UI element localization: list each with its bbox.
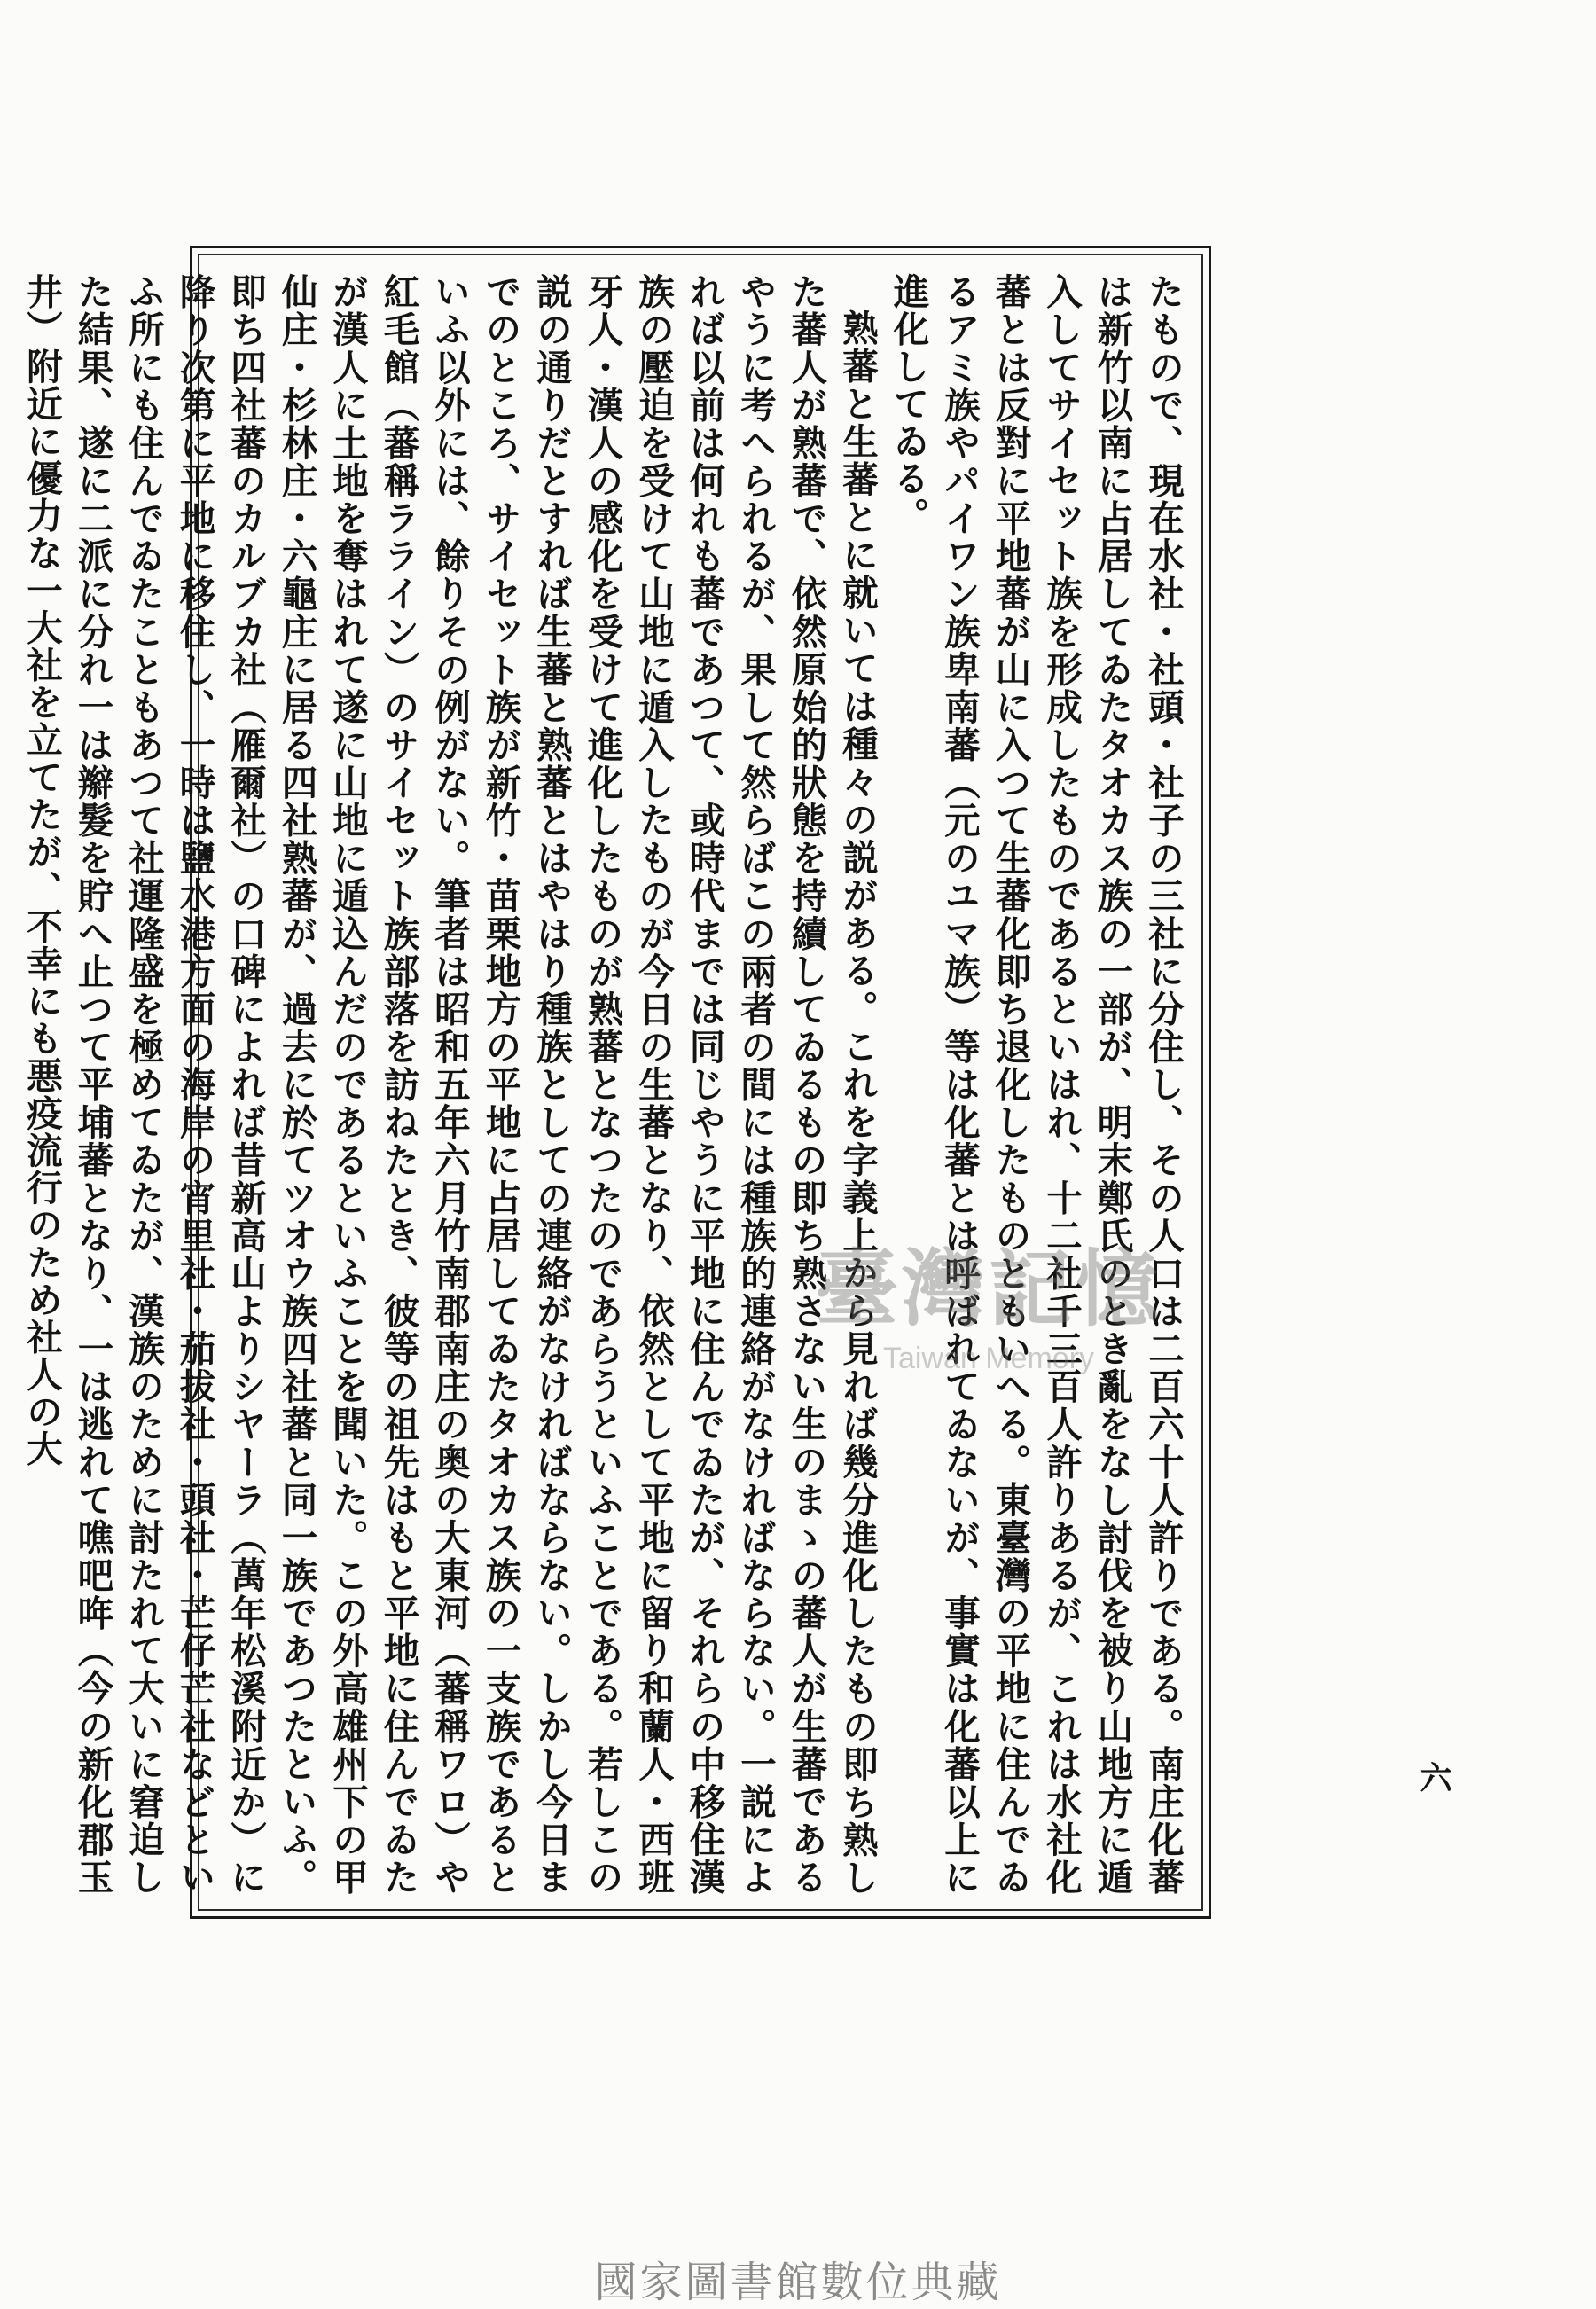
- taiwan-memory-watermark: [802, 1222, 1175, 1390]
- footer-source: 國家圖書館數位典藏: [594, 2258, 1002, 2307]
- paragraph-2: 熟蕃と生蕃とに就いては種々の説がある。これを字義上から見れば幾分進化したもの即ち熟した蕃人が熟蕃で、依然原始的狀態を持續してゐるもの即ち熟さない生のまゝの蕃人が生蕃であるやうに考へられるが、果して然らばこの兩者の間には種族的連絡がなければならない。一説によれば以前は何れも蕃であつて、或時代までは同じやうに平地に住んでゐたが、それらの中移住漢族の壓迫を受けて山地に遁入したものが今日の生蕃となり、依然として平地に留り和蘭人・西班牙人・漢人の感化を受けて進化したものが熟蕃となつたのであらうといふことである。若しこの説の通りだとすれば生蕃と熟蕃とはやはり種族としての連絡がなければならない。しかし今日までのところ、サイセット族が新竹・苗栗地方の平地に占居してゐたタオカス族の一支族であるといふ以外には、餘りその例がない。筆者は昭和五年六月竹南郡南庄の奥の大東河（蕃稱ワロ）や紅毛館（蕃稱ラライン）のサイセット族部落を訪ねたとき、彼等の祖先はもと平地に住んでゐたが漢人に土地を奪はれて遂に山地に遁込んだのであるといふことを聞いた。この外高雄州下の甲仙庄・杉林庄・六龜庄に居る四社熟蕃が、過去に於てツオウ族四社蕃と同一族であつたといふ。即ち四社蕃のカルブカ社（雁爾社）の口碑によれば昔新高山よりシヤーラ（萬年松溪附近か）に降り次第に平地に移住し、一時は鹽水港方面の海岸の宵里社・茄拔社・頭社・芒仔芒社などといふ所にも住んでゐたこともあつて社運隆盛を極めてゐたが、漢族のために討たれて大いに窘迫した結果、遂に二派に分れ一は辮髮を貯へ止つて平埔蕃となり、一は逃れて噍吧哖（今の新化郡玉井）附近に優力な一大社を立てたが、不幸にも悪疫流行のため社人の大: [20, 273, 879, 1896]
- paragraph-1: たもので、現在水社・社頭・社子の三社に分住し、その人口は二百六十人許りである。南庄化蕃は新竹以南に占居してゐたタオカス族の一部が、明末鄭氏のとき亂をなし討伐を被り山地方に遁入してサイセット族を形成したものであるといはれ、十二社千三百人許りあるが、これは水社化蕃とは反對に平地蕃が山に入つて生蕃化即ち退化したものともいへる。東臺灣の平地に住んでゐるアミ族やパイワン族卑南蕃（元のユマ族）等は化蕃とは呼ばれてゐないが、事實は化蕃以上に進化してゐる。: [887, 273, 1185, 1896]
- watermark-subtitle: Taiwan Memory: [882, 1342, 1095, 1375]
- page-number: 六: [1415, 1761, 1452, 1793]
- vertical-text-body: [20, 273, 1188, 1896]
- watermark-logo-text: 臺灣記憶: [814, 1241, 1162, 1338]
